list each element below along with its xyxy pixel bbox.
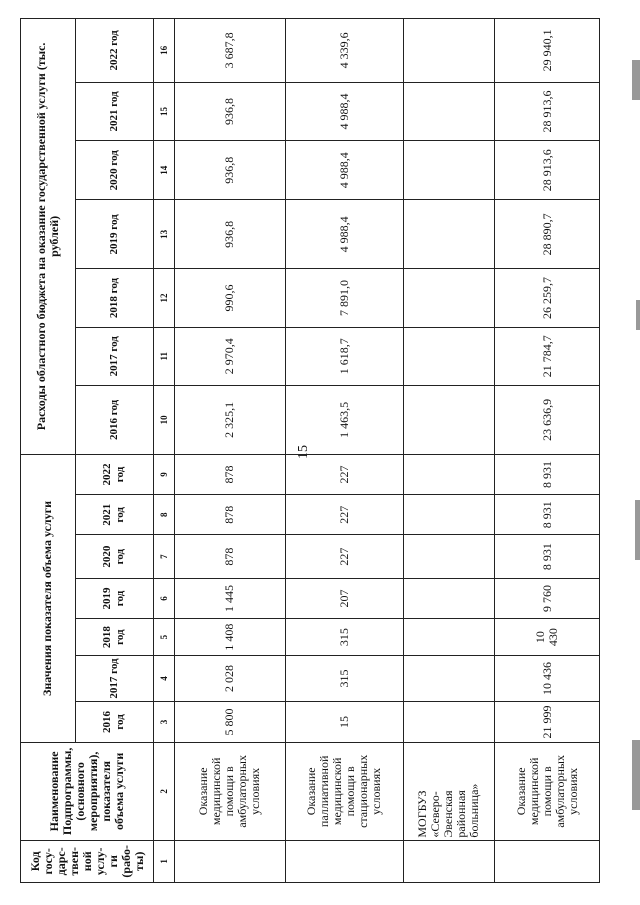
row-code bbox=[174, 840, 285, 882]
page-number: 15 bbox=[296, 445, 311, 459]
volume-year-header: 2016 год bbox=[75, 701, 154, 742]
volume-cell: 8 931 bbox=[495, 535, 600, 578]
column-number: 2 bbox=[154, 743, 175, 841]
volume-cell bbox=[403, 656, 495, 702]
budget-cell: 7 891,0 bbox=[285, 269, 403, 327]
scan-artifact bbox=[632, 60, 640, 100]
table-row bbox=[285, 19, 403, 883]
row-name: Оказание медицинской помощи в амбулаторных условиях bbox=[174, 743, 285, 841]
volume-cell: 10 430 bbox=[495, 619, 600, 656]
column-number: 8 bbox=[154, 495, 175, 535]
volume-year-header: 2017 год bbox=[75, 656, 154, 702]
column-number: 12 bbox=[154, 269, 175, 327]
row-code bbox=[403, 840, 495, 882]
table-viewport bbox=[20, 18, 600, 883]
budget-cell bbox=[403, 269, 495, 327]
volume-year-header: 2022 год bbox=[75, 454, 154, 494]
volume-cell bbox=[403, 701, 495, 742]
column-number: 5 bbox=[154, 619, 175, 656]
volume-cell bbox=[403, 619, 495, 656]
budget-cell: 28 890,7 bbox=[495, 200, 600, 269]
budget-year-header: 2022 год bbox=[75, 19, 154, 83]
header-code: Код госу-дарс-твен-ной услу-ги (рабо-ты) bbox=[21, 840, 154, 882]
budget-cell: 936,8 bbox=[174, 82, 285, 140]
rotated-table-container bbox=[20, 18, 600, 883]
volume-cell bbox=[403, 495, 495, 535]
budget-cell: 4 988,4 bbox=[285, 141, 403, 200]
budget-cell: 4 339,6 bbox=[285, 19, 403, 83]
volume-cell: 8 931 bbox=[495, 454, 600, 494]
volume-cell: 227 bbox=[285, 454, 403, 494]
budget-cell: 28 913,6 bbox=[495, 82, 600, 140]
column-number: 9 bbox=[154, 454, 175, 494]
scan-artifact bbox=[636, 300, 640, 330]
volume-cell: 2 028 bbox=[174, 656, 285, 702]
budget-year-header: 2017 год bbox=[75, 327, 154, 385]
volume-cell: 878 bbox=[174, 454, 285, 494]
budget-cell: 936,8 bbox=[174, 141, 285, 200]
row-name: МОГБУЗ «Северо-Эвенская районная больница» bbox=[403, 743, 495, 841]
budget-cell: 23 636,9 bbox=[495, 385, 600, 454]
volume-cell: 1 445 bbox=[174, 578, 285, 618]
table-row bbox=[403, 19, 495, 883]
volume-cell: 227 bbox=[285, 495, 403, 535]
budget-table bbox=[20, 18, 600, 883]
volume-cell: 315 bbox=[285, 656, 403, 702]
volume-cell: 5 800 bbox=[174, 701, 285, 742]
column-number-row bbox=[154, 19, 175, 883]
budget-cell: 26 259,7 bbox=[495, 269, 600, 327]
volume-cell: 878 bbox=[174, 495, 285, 535]
budget-cell: 1 463,5 bbox=[285, 385, 403, 454]
budget-cell: 2 325,1 bbox=[174, 385, 285, 454]
volume-year-header: 2021 год bbox=[75, 495, 154, 535]
budget-year-header: 2016 год bbox=[75, 385, 154, 454]
budget-cell bbox=[403, 19, 495, 83]
volume-cell bbox=[403, 535, 495, 578]
volume-cell: 9 760 bbox=[495, 578, 600, 618]
header-name: Наименование Подпрограммы, (основного мероприятия), показателя объема услуги bbox=[21, 743, 154, 841]
volume-cell: 1 408 bbox=[174, 619, 285, 656]
budget-cell: 4 988,4 bbox=[285, 82, 403, 140]
row-code bbox=[285, 840, 403, 882]
volume-cell: 315 bbox=[285, 619, 403, 656]
row-name: Оказание паллиативной медицинской помощи в стационарных условиях bbox=[285, 743, 403, 841]
budget-cell: 28 913,6 bbox=[495, 141, 600, 200]
budget-cell: 936,8 bbox=[174, 200, 285, 269]
budget-cell: 21 784,7 bbox=[495, 327, 600, 385]
budget-year-header: 2021 год bbox=[75, 82, 154, 140]
row-name: Оказание медицинской помощи в амбулаторных условиях bbox=[495, 743, 600, 841]
column-number: 14 bbox=[154, 141, 175, 200]
budget-cell bbox=[403, 141, 495, 200]
volume-cell: 15 bbox=[285, 701, 403, 742]
column-number: 4 bbox=[154, 656, 175, 702]
budget-cell bbox=[403, 385, 495, 454]
budget-cell bbox=[403, 327, 495, 385]
budget-year-header: 2020 год bbox=[75, 141, 154, 200]
volume-cell: 21 999 bbox=[495, 701, 600, 742]
budget-cell bbox=[403, 82, 495, 140]
column-number: 1 bbox=[154, 840, 175, 882]
column-number: 13 bbox=[154, 200, 175, 269]
header-volume-group: Значения показателя объема услуги bbox=[21, 454, 76, 742]
column-number: 10 bbox=[154, 385, 175, 454]
header-budget-group: Расходы областного бюджета на оказание государственной услуги (тыс. рублей) bbox=[21, 19, 76, 455]
volume-year-header: 2020 год bbox=[75, 535, 154, 578]
volume-year-header: 2018 год bbox=[75, 619, 154, 656]
scan-artifact bbox=[635, 500, 640, 560]
column-number: 3 bbox=[154, 701, 175, 742]
table-row bbox=[495, 19, 600, 883]
budget-cell: 29 940,1 bbox=[495, 19, 600, 83]
volume-year-header: 2019 год bbox=[75, 578, 154, 618]
budget-year-header: 2018 год bbox=[75, 269, 154, 327]
budget-cell: 990,6 bbox=[174, 269, 285, 327]
scan-artifact bbox=[632, 740, 640, 810]
column-number: 11 bbox=[154, 327, 175, 385]
budget-cell: 2 970,4 bbox=[174, 327, 285, 385]
column-number: 16 bbox=[154, 19, 175, 83]
volume-cell: 207 bbox=[285, 578, 403, 618]
budget-cell bbox=[403, 200, 495, 269]
budget-cell: 4 988,4 bbox=[285, 200, 403, 269]
column-number: 15 bbox=[154, 82, 175, 140]
volume-cell bbox=[403, 578, 495, 618]
volume-cell: 10 436 bbox=[495, 656, 600, 702]
table-row bbox=[174, 19, 285, 883]
column-number: 7 bbox=[154, 535, 175, 578]
budget-cell: 1 618,7 bbox=[285, 327, 403, 385]
volume-cell: 8 931 bbox=[495, 495, 600, 535]
volume-cell: 878 bbox=[174, 535, 285, 578]
budget-year-header: 2019 год bbox=[75, 200, 154, 269]
row-code bbox=[495, 840, 600, 882]
volume-cell bbox=[403, 454, 495, 494]
volume-cell: 227 bbox=[285, 535, 403, 578]
column-number: 6 bbox=[154, 578, 175, 618]
budget-cell: 3 687,8 bbox=[174, 19, 285, 83]
